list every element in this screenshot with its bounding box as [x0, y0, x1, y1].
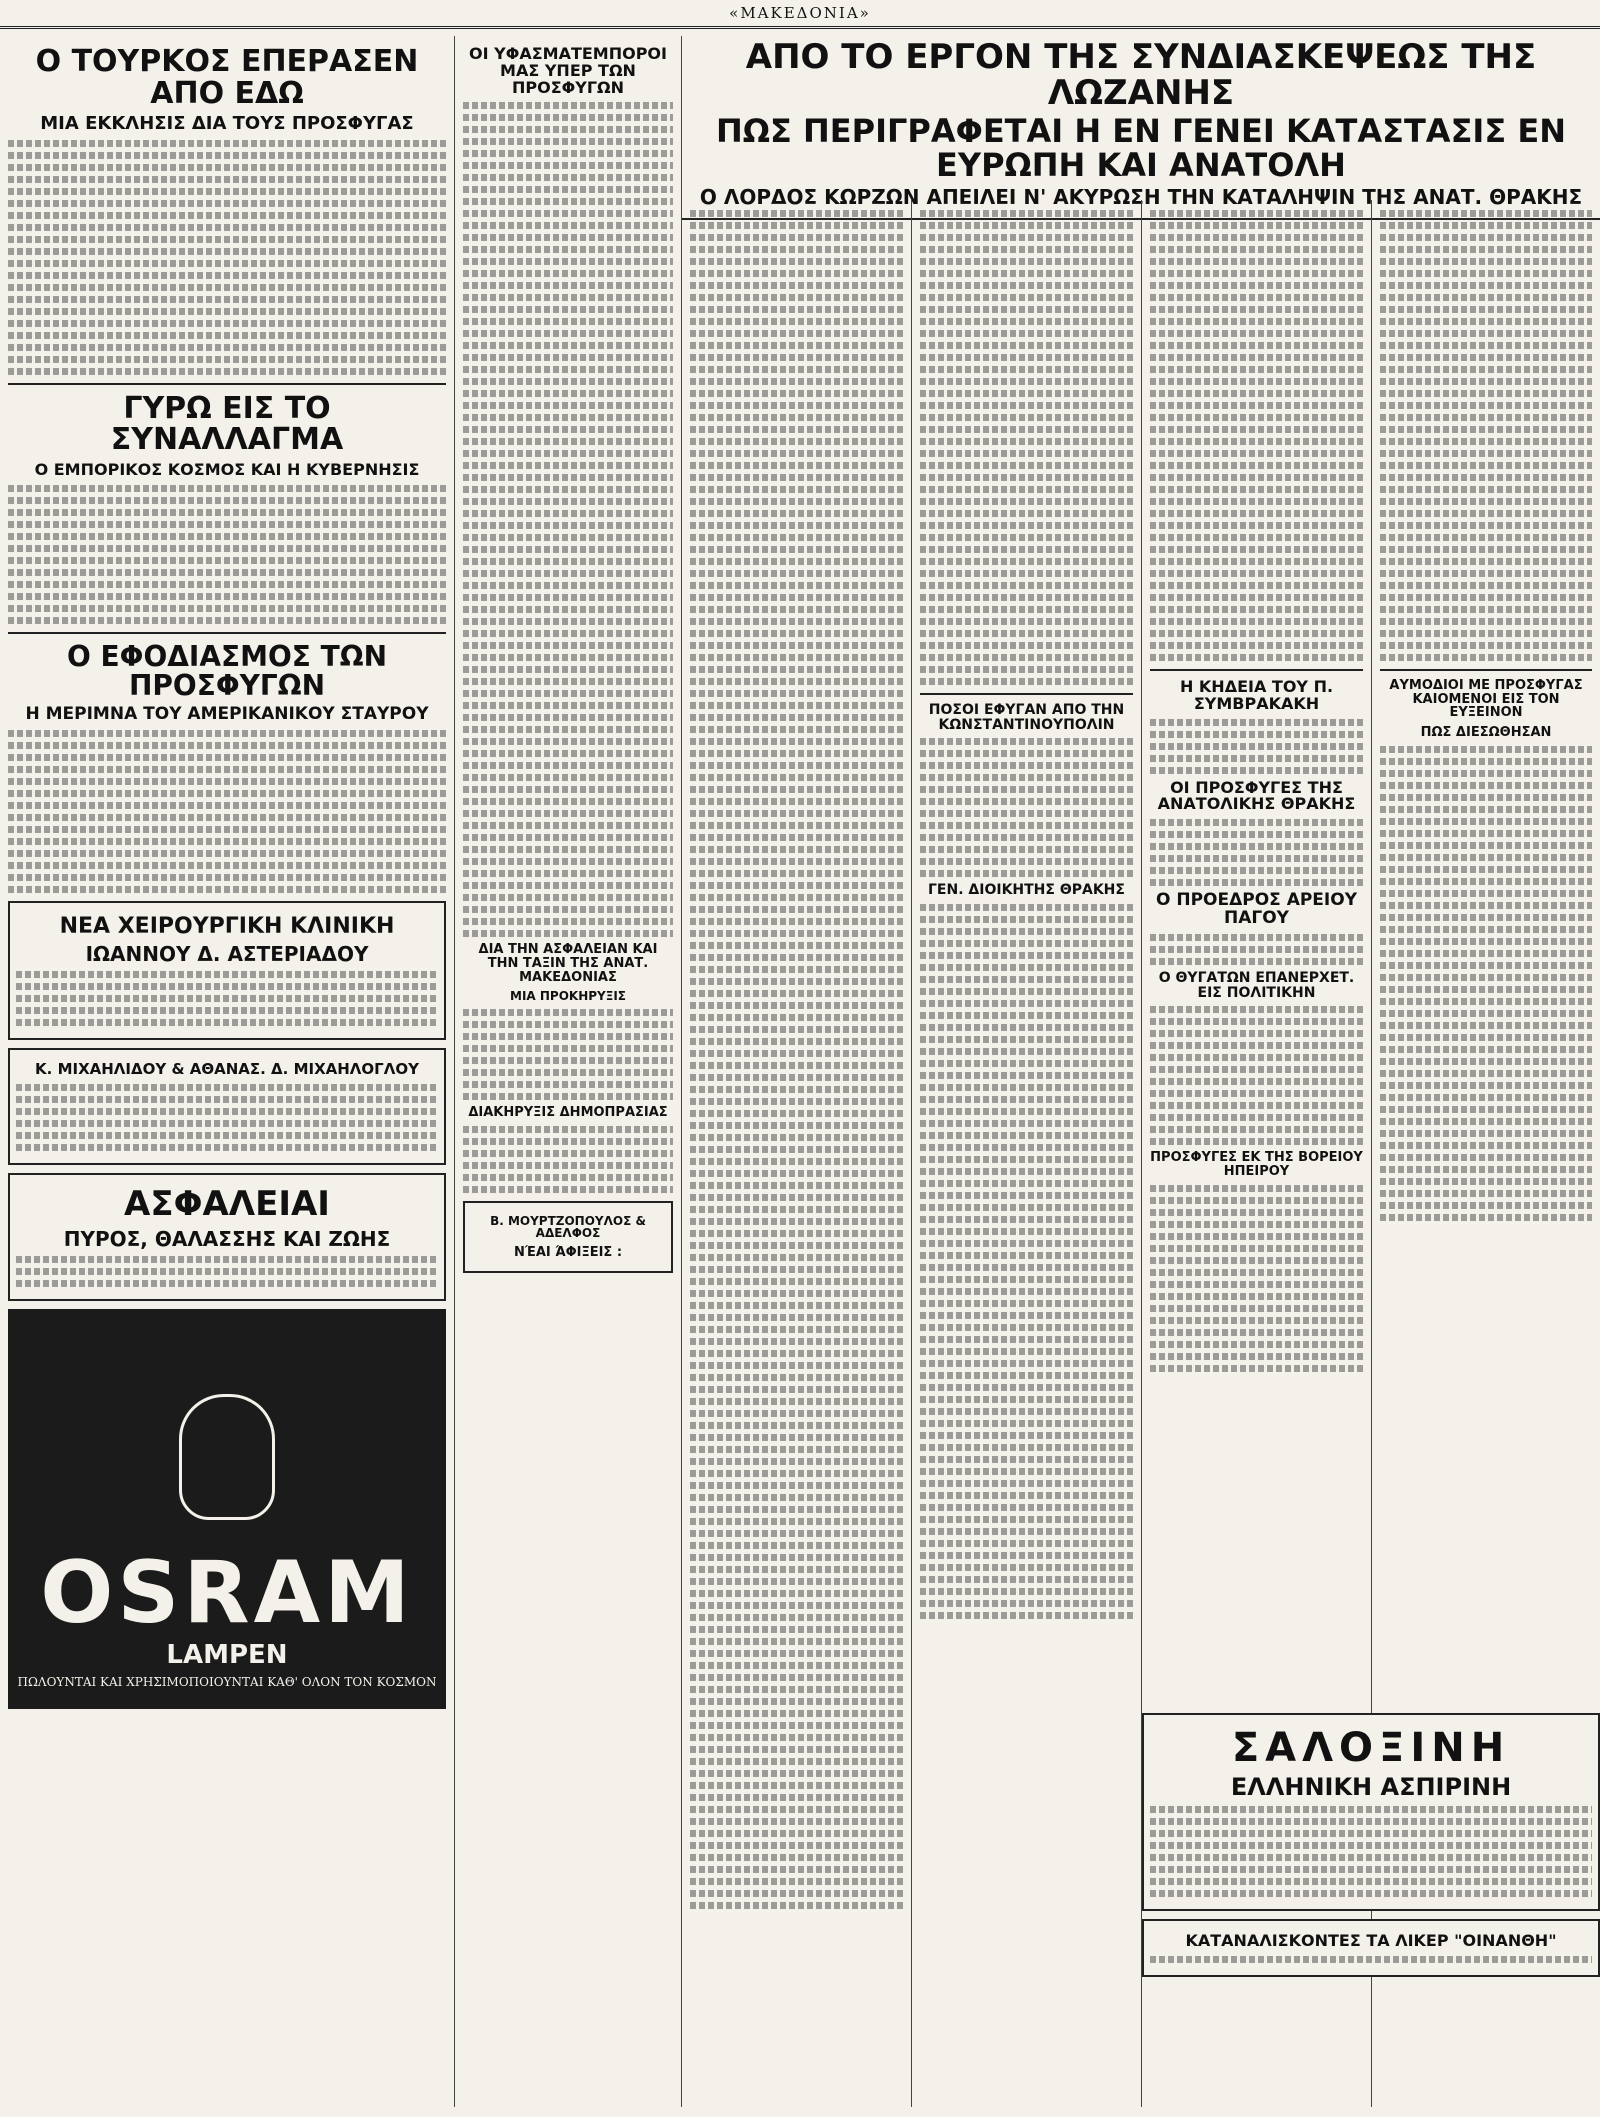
article-body [8, 485, 446, 624]
headline: ΔΙΑΚΗΡΥΞΙΣ ΔΗΜΟΠΡΑΣΙΑΣ [468, 1104, 668, 1120]
headline: ΟΙ ΠΡΟΣΦΥΓΕΣ ΤΗΣ ΑΝΑΤΟΛΙΚΗΣ ΘΡΑΚΗΣ [1157, 777, 1356, 814]
headline: ΔΙΑ ΤΗΝ ΑΣΦΑΛΕΙΑΝ ΚΑΙ ΤΗΝ ΤΑΞΙΝ ΤΗΣ ΑΝΑΤ. ΜΑΚΕΔΟΝΙΑΣ [478, 942, 658, 985]
bottom-ads [1142, 1705, 1600, 1985]
article-body [8, 140, 446, 375]
headline: Ο ΕΦΟΔΙΑΣΜΟΣ ΤΩΝ ΠΡΟΣΦΥΓΩΝ [66, 639, 388, 703]
subheadline: Η ΜΕΡΙΜΝΑ ΤΟΥ ΑΜΕΡΙΚΑΝΙΚΟΥ ΣΤΑΥΡΟΥ [25, 704, 429, 725]
subheadline: ΠΩΣ ΔΙΕΣΩΘΗΣΑΝ [1420, 724, 1552, 740]
headline: Ο ΤΟΥΡΚΟΣ ΕΠΕΡΑΣΕΝ ΑΠΟ ΕΔΩ [35, 44, 419, 111]
subheadline: ΜΙΑ ΠΡΟΚΗΡΥΞΙΣ [510, 989, 626, 1004]
column-3 [682, 200, 912, 2107]
article-body [8, 730, 446, 893]
headline: ΠΡΟΣΦΥΓΕΣ ΕΚ ΤΗΣ ΒΟΡΕΙΟΥ ΗΠΕΙΡΟΥ [1150, 1150, 1363, 1179]
article-body [463, 102, 673, 937]
column-4 [912, 200, 1142, 2107]
article-body [690, 210, 903, 1909]
clinic-ad: ΝΕΑ ΧΕΙΡΟΥΡΓΙΚΗ ΚΛΙΝΙΚΗ ΙΩΑΝΝΟΥ Δ. ΑΣΤΕΡΙΑΔΟΥ [8, 901, 446, 1040]
headline: Η ΚΗΔΕΙΑ ΤΟΥ Π. ΣΥΜΒΡΑΚΑΚΗ [1179, 677, 1334, 713]
oinanthi-ad: ΚΑΤΑΝΑΛΙΣΚΟΝΤΕΣ ΤΑ ΛΙΚΕΡ "ΟΙΝΑΝΘΗ" [1142, 1919, 1600, 1977]
light-bulb-icon [179, 1394, 275, 1520]
saloxini-ad: ΣΑΛΟΞΙΝΗ ΕΛΛΗΝΙΚΗ ΑΣΠΙΡΙΝΗ [1142, 1713, 1600, 1911]
shipping-ad: Κ. ΜΙΧΑΗΛΙΔΟΥ & ΑΘΑΝΑΣ. Δ. ΜΙΧΑΗΛΟΓΛΟΥ [8, 1048, 446, 1165]
subheadline: Ο ΕΜΠΟΡΙΚΟΣ ΚΟΣΜΟΣ ΚΑΙ Η ΚΥΒΕΡΝΗΣΙΣ [34, 459, 420, 479]
headline: Ο ΠΡΟΕΔΡΟΣ ΑΡΕΙΟΥ ΠΑΓΟΥ [1155, 890, 1358, 929]
headline: ΓΥΡΩ ΕΙΣ ΤΟ ΣΥΝΑΛΛΑΓΜΑ [110, 390, 344, 458]
headline: ΠΟΣΟΙ ΕΦΥΓΑΝ ΑΠΟ ΤΗΝ ΚΩΝΣΤΑΝΤΙΝΟΥΠΟΛΙΝ [928, 702, 1125, 733]
headline: Ο ΘΥΓΑΤΩΝ ΕΠΑΝΕΡΧΕΤ. ΕΙΣ ΠΟΛΙΤΙΚΗΝ [1158, 969, 1355, 1001]
column-1 [0, 36, 455, 2107]
headline: ΟΙ ΥΦΑΣΜΑΤΕΜΠΟΡΟΙ ΜΑΣ ΥΠΕΡ ΤΩΝ ΠΡΟΣΦΥΓΩΝ [469, 44, 667, 97]
insurance-ad: ΑΣΦΑΛΕΙΑΙ ΠΥΡΟΣ, ΘΑΛΑΣΣΗΣ ΚΑΙ ΖΩΗΣ [8, 1173, 446, 1301]
subheadline: ΜΙΑ ΕΚΚΛΗΣΙΣ ΔΙΑ ΤΟΥΣ ΠΡΟΣΦΥΓΑΣ [40, 113, 414, 134]
headline: ΑΥΜΟΔΙΟΙ ΜΕ ΠΡΟΣΦΥΓΑΣ ΚΑΙΟΜΕΝΟΙ ΕΙΣ ΤΟΝ ΕΥΞΕΙΝΟΝ [1389, 678, 1583, 721]
main-banner: ΑΠΟ ΤΟ ΕΡΓΟΝ ΤΗΣ ΣΥΝΔΙΑΣΚΕΨΕΩΣ ΤΗΣ ΛΩΖΑΝΗΣ ΠΩΣ ΠΕΡΙΓΡΑΦΕΤΑΙ Η ΕΝ ΓΕΝΕΙ ΚΑΤΑΣΤΑΣΙΣ ΕΝ ΕΥΡΩΠΗ ΚΑΙ ΑΝΑΤΟΛΗ Ο ΛΟΡΔΟΣ ΚΩΡΖΩΝ ΑΠΕΙΛΕΙ Ν' ΑΚΥΡΩΣΗ ΤΗΝ ΚΑΤΑΛΗΨΙΝ ΤΗΣ ΑΝΑΤ. ΘΡΑΚΗΣ [682, 36, 1600, 220]
osram-ad: OSRAM LAMPEN ΠΩΛΟΥΝΤΑΙ ΚΑΙ ΧΡΗΣΙΜΟΠΟΙΟΥΝΤΑΙ ΚΑΘ' ΟΛΟΝ ΤΟΝ ΚΟΣΜΟΝ [8, 1309, 446, 1709]
mourtzopoulos-ad: Β. ΜΟΥΡΤΖΟΠΟΥΛΟΣ & ΑΔΕΛΦΟΣ ΝΈΑΙ ΆΦΙΞΕΙΣ : [463, 1201, 673, 1274]
headline: ΓΕΝ. ΔΙΟΙΚΗΤΗΣ ΘΡΑΚΗΣ [928, 882, 1125, 899]
column-2 [455, 36, 682, 2107]
masthead: «ΜΑΚΕΔΟΝΙΑ» [0, 0, 1600, 29]
